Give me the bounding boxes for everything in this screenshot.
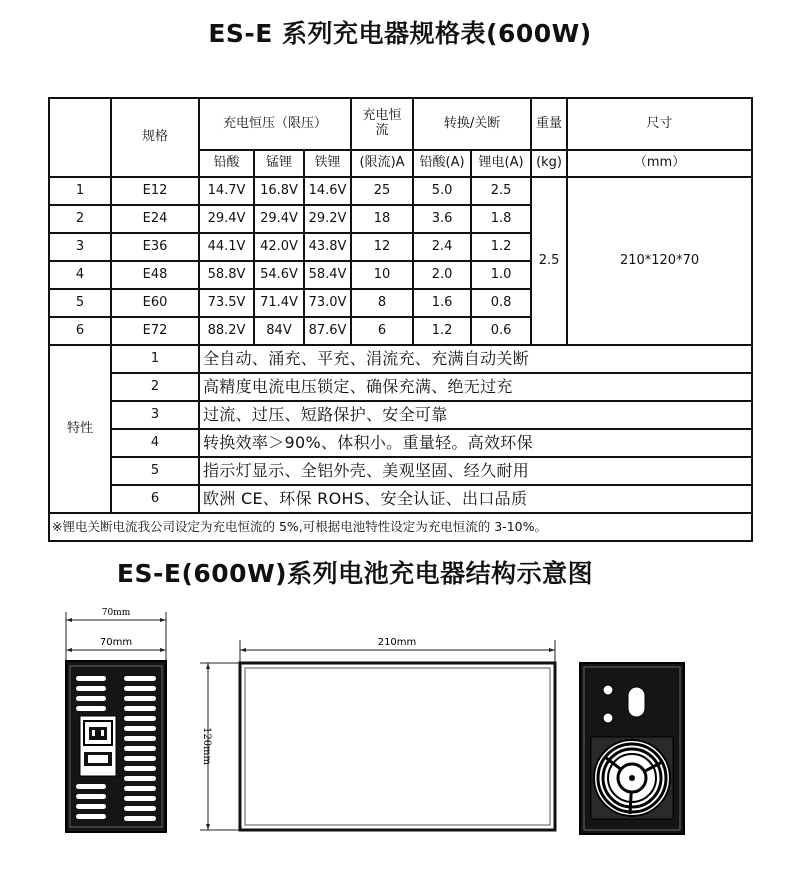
row-fe: 58.4V: [304, 261, 351, 289]
row-no: 3: [49, 233, 111, 261]
feature-text: 转换效率＞90%、体积小。重量轻。高效环保: [199, 429, 752, 457]
feature-text: 指示灯显示、全铝外壳、美观坚固、经久耐用: [199, 457, 752, 485]
row-lead: 73.5V: [199, 289, 254, 317]
indicator-window: [628, 687, 645, 717]
row-current: 8: [351, 289, 413, 317]
row-sw-li: 0.6: [471, 317, 531, 345]
height-label: 120mm: [201, 726, 212, 766]
row-sw-li: 0.8: [471, 289, 531, 317]
header-weight: 重量: [531, 98, 567, 150]
row-no: 2: [49, 205, 111, 233]
sub-lead-acid: 铅酸: [199, 150, 254, 177]
row-model: E72: [111, 317, 199, 345]
header-size: 尺寸: [567, 98, 752, 150]
sub-current-unit: (限流)A: [351, 150, 413, 177]
row-no: 6: [49, 317, 111, 345]
header-spec: 规格: [111, 98, 199, 177]
row-mn: 54.6V: [254, 261, 304, 289]
front-width-outer-label: 70mm: [101, 608, 131, 618]
table-note: ※锂电关断电流我公司设定为充电恒流的 5%,可根据电池特性设定为充电恒流的 3-10%。: [49, 513, 752, 541]
row-no: 4: [49, 261, 111, 289]
row-fe: 73.0V: [304, 289, 351, 317]
sub-switch-lead: 铅酸(A): [413, 150, 471, 177]
feature-text: 高精度电流电压锁定、确保充满、绝无过充: [199, 373, 752, 401]
row-mn: 16.8V: [254, 177, 304, 205]
row-current: 25: [351, 177, 413, 205]
row-lead: 58.8V: [199, 261, 254, 289]
row-lead: 44.1V: [199, 233, 254, 261]
feature-no: 5: [111, 457, 199, 485]
page-title: ES-E 系列充电器规格表(600W): [208, 19, 592, 48]
feature-no: 4: [111, 429, 199, 457]
sub-weight-unit: (kg): [531, 150, 567, 177]
feature-no: 1: [111, 345, 199, 373]
row-mn: 29.4V: [254, 205, 304, 233]
size-value: 210*120*70: [567, 177, 752, 345]
row-sw-li: 1.0: [471, 261, 531, 289]
features-label: 特性: [49, 345, 111, 513]
row-current: 10: [351, 261, 413, 289]
row-sw-li: 2.5: [471, 177, 531, 205]
ac-socket-icon: [80, 716, 116, 776]
row-sw-lead: 2.0: [413, 261, 471, 289]
row-lead: 14.7V: [199, 177, 254, 205]
feature-text: 全自动、涌充、平充、涓流充、充满自动关断: [199, 345, 752, 373]
side-view: [200, 637, 555, 830]
header-current-line1: 充电恒: [362, 108, 402, 124]
row-lead: 29.4V: [199, 205, 254, 233]
row-fe: 43.8V: [304, 233, 351, 261]
weight-value: 2.5: [531, 177, 567, 345]
feature-no: 6: [111, 485, 199, 513]
feature-no: 3: [111, 401, 199, 429]
row-mn: 71.4V: [254, 289, 304, 317]
diagram-title: ES-E(600W)系列电池充电器结构示意图: [116, 559, 594, 588]
row-sw-lead: 1.6: [413, 289, 471, 317]
row-model: E24: [111, 205, 199, 233]
row-mn: 42.0V: [254, 233, 304, 261]
row-sw-li: 1.8: [471, 205, 531, 233]
row-model: E12: [111, 177, 199, 205]
row-sw-lead: 5.0: [413, 177, 471, 205]
row-sw-lead: 1.2: [413, 317, 471, 345]
front-width-inner-label: 70mm: [99, 637, 133, 648]
feature-text: 过流、过压、短路保护、安全可靠: [199, 401, 752, 429]
sub-iron: 铁锂: [304, 150, 351, 177]
row-lead: 88.2V: [199, 317, 254, 345]
row-no: 5: [49, 289, 111, 317]
row-sw-lead: 3.6: [413, 205, 471, 233]
row-model: E36: [111, 233, 199, 261]
sub-manganese: 锰锂: [254, 150, 304, 177]
row-current: 12: [351, 233, 413, 261]
header-switch: 转换/关断: [413, 98, 531, 150]
row-sw-lead: 2.4: [413, 233, 471, 261]
feature-no: 2: [111, 373, 199, 401]
row-current: 6: [351, 317, 413, 345]
row-no: 1: [49, 177, 111, 205]
row-model: E60: [111, 289, 199, 317]
row-mn: 84V: [254, 317, 304, 345]
fan-icon: [591, 737, 673, 819]
row-fe: 87.6V: [304, 317, 351, 345]
sub-switch-lithium: 锂电(A): [471, 150, 531, 177]
sub-size-unit: （mm）: [567, 150, 752, 177]
length-label: 210mm: [377, 637, 417, 648]
row-fe: 14.6V: [304, 177, 351, 205]
header-current-line2: 流: [375, 123, 389, 138]
header-voltage: 充电恒压（限压）: [199, 98, 351, 150]
row-fe: 29.2V: [304, 205, 351, 233]
row-sw-li: 1.2: [471, 233, 531, 261]
feature-text: 欧洲 CE、环保 ROHS、安全认证、出口品质: [199, 485, 752, 513]
row-current: 18: [351, 205, 413, 233]
rear-view: [580, 663, 684, 834]
front-view: [66, 608, 166, 832]
front-vents-right: [124, 676, 156, 821]
row-model: E48: [111, 261, 199, 289]
